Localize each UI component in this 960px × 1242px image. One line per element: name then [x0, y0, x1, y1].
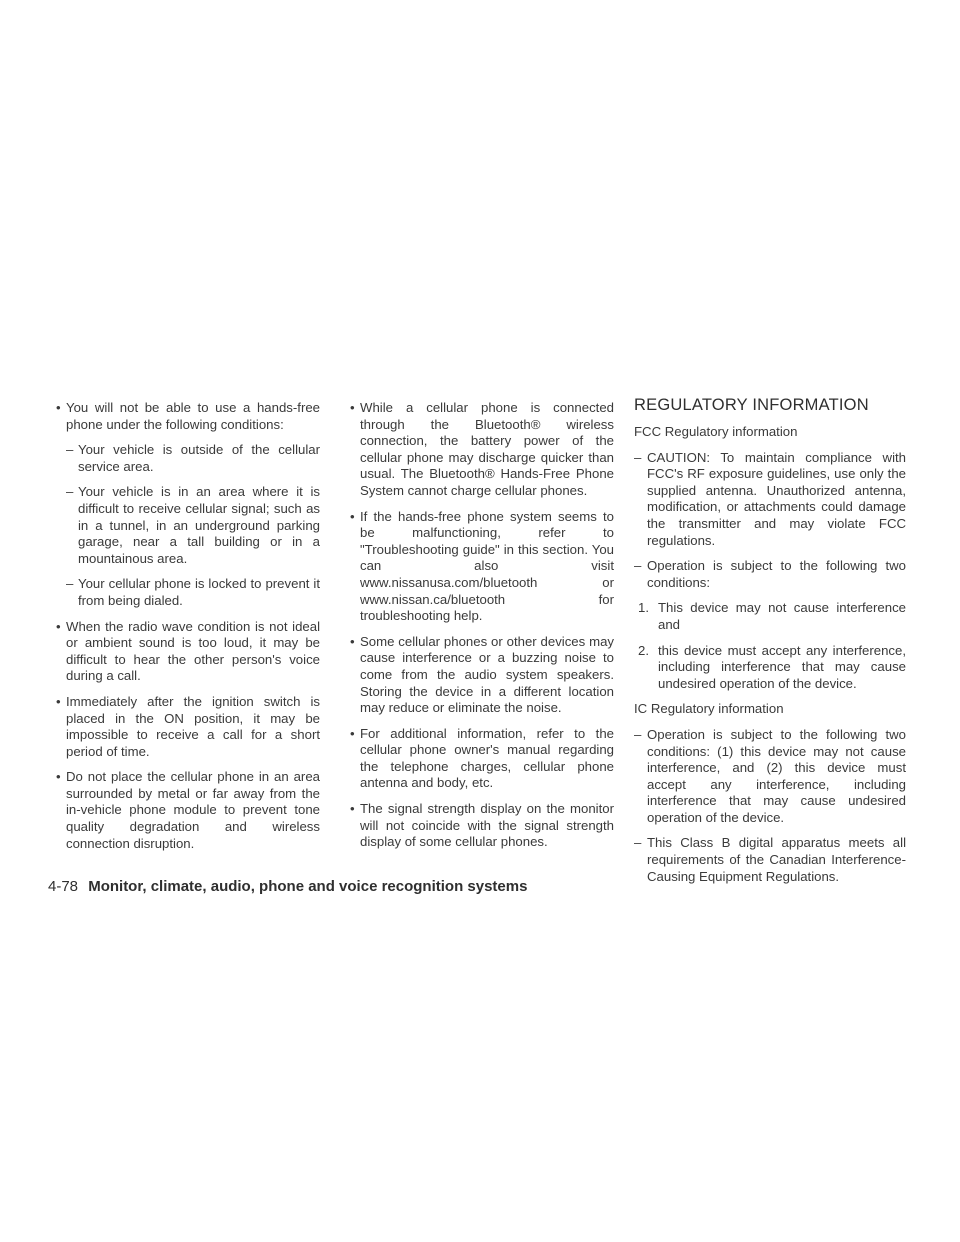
- bullet-marker: •: [350, 508, 355, 524]
- bullet-marker: •: [56, 693, 61, 709]
- list-item: [342, 726, 614, 792]
- list-item-text: The signal strength display on the monitor will not coincide with the signal strength display of some cellular phones.: [360, 801, 614, 850]
- list-item-text: CAUTION: To maintain compliance with FCC's RF exposure guidelines, use only the supplied antenna. Unauthorized antenna, modification, or attachments could damage the transmitter and may violate FCC regulations.: [647, 449, 906, 548]
- list-item-text: Immediately after the ignition switch is placed in the ON position, it may be impossible to receive a call for a short period of time.: [66, 693, 320, 759]
- bullet-marker: •: [350, 633, 355, 649]
- subsection-title: FCC Regulatory information: [634, 424, 798, 439]
- dash-marker: –: [634, 835, 642, 851]
- sub-list-item: [48, 576, 320, 609]
- sub-list-item-text: Your cellular phone is locked to prevent it from being dialed.: [78, 576, 320, 608]
- list-item: [48, 619, 320, 685]
- list-item-text: Do not place the cellular phone in an area surrounded by metal or far away from the in-vehicle phone module to prevent tone quality degradation and wireless connection disruption.: [66, 769, 320, 851]
- dash-marker: –: [66, 484, 74, 500]
- list-item-text: Operation is subject to the following two conditions: (1) this device may not cause interference, and (2) this device must accept any interference, including interference that may cause undesired operation of the device.: [647, 726, 906, 825]
- dash-marker: –: [66, 442, 74, 458]
- list-item-text: While a cellular phone is connected through the Bluetooth® wireless connection, the battery power of the cellular phone may discharge quicker than usual. The Bluetooth® Hands-Free Phone System cannot charge cellular phones.: [360, 400, 614, 498]
- sub-list-item-text: Your vehicle is outside of the cellular service area.: [78, 442, 320, 474]
- dash-marker: –: [634, 726, 642, 742]
- bullet-marker: •: [350, 801, 355, 817]
- list-item-text: When the radio wave condition is not ideal or ambient sound is too loud, it may be difficult to hear the other person's voice during a call.: [66, 618, 320, 684]
- list-item: [342, 509, 614, 625]
- list-item: [342, 634, 614, 717]
- section-heading: REGULATORY INFORMATION: [634, 396, 869, 414]
- numbered-item: [634, 643, 906, 693]
- list-item: [634, 727, 906, 827]
- list-item: [342, 801, 614, 851]
- page-footer: [48, 878, 527, 896]
- column-left: [48, 400, 320, 861]
- sub-list-item: [48, 484, 320, 567]
- page-number: 4-78: [48, 878, 79, 895]
- bullet-marker: •: [56, 400, 61, 415]
- bullet-marker: •: [56, 618, 61, 634]
- column-middle: [342, 400, 614, 860]
- bullet-marker: •: [350, 725, 355, 741]
- list-item-text: This Class B digital apparatus meets all requirements of the Canadian Interference-Causing Equipment Regulations.: [647, 835, 906, 884]
- bullet-marker: •: [56, 769, 61, 785]
- sub-list-item: [48, 442, 320, 475]
- list-item: [48, 400, 320, 433]
- dash-marker: –: [66, 576, 74, 592]
- list-item: [342, 400, 614, 500]
- sub-list-item-text: Your vehicle is in an area where it is difficult to receive cellular signal; such as in a tunnel, in an underground parking garage, near a tall building or in a mountainous area.: [78, 484, 320, 566]
- subsection-title: IC Regulatory information: [634, 701, 784, 717]
- list-item: [634, 558, 906, 591]
- list-item: [634, 450, 906, 550]
- number-marker: 1.: [638, 600, 649, 616]
- list-item-text: If the hands-free phone system seems to be malfunctioning, refer to "Troubleshooting guide" in this section. You can also visit www.nissanusa.com/bluetooth or www.nissan.ca/bluetooth for troubleshooting help.: [360, 508, 614, 624]
- numbered-item-text: this device must accept any interference, including interference that may cause undesired operation of the device.: [658, 642, 906, 691]
- list-item-text: For additional information, refer to the cellular phone owner's manual regarding the telephone charges, cellular phone antenna and body, etc.: [360, 725, 614, 791]
- bullet-marker: •: [350, 400, 355, 415]
- list-item-text: Some cellular phones or other devices may cause interference or a buzzing noise to come from the audio system speakers. Storing the device in a different location may reduce or eliminate the noise.: [360, 633, 614, 716]
- list-item-text: You will not be able to use a hands-free phone under the following conditions:: [66, 400, 320, 432]
- column-right: [634, 396, 906, 894]
- dash-marker: –: [634, 449, 642, 465]
- dash-marker: –: [634, 558, 642, 574]
- number-marker: 2.: [638, 642, 649, 658]
- numbered-item: [634, 600, 906, 633]
- list-item: [48, 769, 320, 852]
- list-item-text: Operation is subject to the following two conditions:: [647, 558, 906, 590]
- list-item: [634, 835, 906, 885]
- list-item: [48, 694, 320, 760]
- chapter-title: Monitor, climate, audio, phone and voice recognition systems: [88, 878, 528, 895]
- numbered-item-text: This device may not cause interference and: [658, 600, 906, 632]
